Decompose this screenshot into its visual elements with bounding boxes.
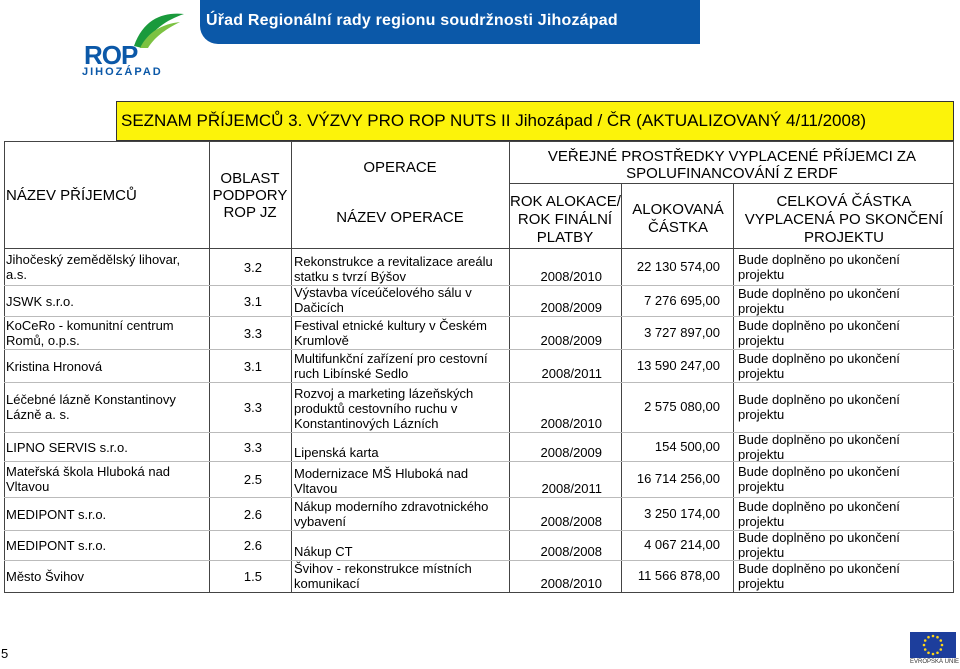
- header-recipient: NÁZEV PŘÍJEMCŮ: [6, 187, 137, 204]
- total-paid-line1: Bude doplněno po ukončení: [738, 530, 900, 545]
- header-public-funds-line1: VEŘEJNÉ PROSTŘEDKY VYPLACENÉ PŘÍJEMCI ZA: [547, 148, 917, 165]
- eu-logo: [910, 632, 960, 665]
- operation-name-line1: Nákup moderního zdravotnického: [294, 499, 489, 514]
- operation-name-line1: Festival etnické kultury v Českém: [294, 318, 487, 333]
- total-paid-line2: projektu: [738, 576, 785, 591]
- header-total-line1: CELKOVÁ ČÁSTKA: [776, 193, 912, 210]
- total-paid-line2: projektu: [738, 479, 785, 494]
- recipient-name: JSWK s.r.o.: [6, 293, 74, 309]
- recipient-name: MEDIPONT s.r.o.: [6, 506, 107, 522]
- operation-name-line1: Rekonstrukce a revitalizace areálu: [294, 254, 493, 269]
- total-paid-line1: Bude doplněno po ukončení: [738, 392, 900, 407]
- row-separator: [4, 461, 954, 462]
- recipient-name-line1: Jihočeský zemědělský lihovar,: [6, 252, 181, 267]
- table-bottom-border: [4, 592, 954, 593]
- header-bottom-border: [4, 248, 954, 249]
- header-operation-name: NÁZEV OPERACE: [336, 209, 464, 226]
- support-area: 3.3: [243, 439, 262, 455]
- header-operation: OPERACE: [363, 159, 437, 176]
- operation-name-line1: Výstavba víceúčelového sálu v: [294, 285, 472, 300]
- recipient-name: MEDIPONT s.r.o.: [6, 538, 107, 553]
- total-paid-line1: Bude doplněno po ukončení: [738, 464, 900, 479]
- support-area: 2.6: [243, 506, 262, 522]
- operation-name-line3: Konstantinových Lázních: [294, 416, 439, 431]
- header-allocated-line1: ALOKOVANÁ: [632, 201, 724, 218]
- support-area: 3.3: [243, 325, 262, 341]
- header-total-line2: VYPLACENÁ PO SKONČENÍ: [744, 211, 944, 228]
- allocated-amount: 13 590 247,00: [636, 357, 720, 373]
- recipient-name: Kristina Hronová: [6, 358, 103, 374]
- header-year-line2: ROK FINÁLNÍ: [517, 211, 613, 228]
- eu-flag-icon: [910, 632, 956, 658]
- allocated-amount: 154 500,00: [654, 438, 720, 454]
- operation-name-line1: Rozvoj a marketing lázeňských: [294, 386, 474, 401]
- recipient-name-line2: Lázně a. s.: [6, 407, 70, 422]
- allocated-amount: 4 067 214,00: [644, 537, 720, 552]
- support-area: 2.6: [243, 538, 262, 553]
- header-year-line3: PLATBY: [536, 229, 594, 246]
- col-border-allocated: [621, 183, 622, 593]
- total-paid-line1: Bude doplněno po ukončení: [738, 252, 900, 267]
- allocated-amount: 22 130 574,00: [636, 259, 720, 274]
- header-subgroup-border: [510, 183, 954, 184]
- recipient-name-line2: Romů, o.p.s.: [6, 332, 80, 348]
- recipient-name: Město Švihov: [6, 569, 85, 584]
- header-public-funds-line2: SPOLUFINANCOVÁNÍ Z ERDF: [626, 165, 838, 182]
- header-area-line3: ROP JZ: [223, 204, 277, 221]
- header-total-line3: PROJEKTU: [803, 229, 884, 246]
- support-area: 3.3: [243, 400, 262, 415]
- col-border-operation: [291, 141, 292, 593]
- allocated-amount: 3 250 174,00: [644, 505, 720, 521]
- rop-logo-subtext: JIHOZÁPAD: [82, 66, 163, 78]
- header-banner: [0, 0, 700, 88]
- support-area: 3.1: [243, 293, 262, 309]
- allocated-amount: 16 714 256,00: [636, 471, 720, 486]
- total-paid-line2: projektu: [738, 332, 785, 348]
- total-paid-line2: projektu: [738, 545, 785, 560]
- operation-name-line1: Nákup CT: [294, 544, 353, 559]
- operation-name-line1: Multifunkční zařízení pro cestovní: [294, 351, 488, 366]
- allocated-amount: 7 276 695,00: [644, 292, 720, 308]
- eu-label: EVROPSKÁ UNIE: [910, 659, 960, 665]
- rop-logo-swoosh-icon: [130, 10, 186, 50]
- header-area-line1: OBLAST: [220, 170, 280, 187]
- support-area: 1.5: [243, 569, 262, 584]
- table-top-border: [4, 141, 954, 142]
- operation-name-line1: Švihov - rekonstrukce místních: [294, 561, 472, 576]
- allocation-year: 2008/2010: [540, 576, 602, 591]
- header-area-line2: PODPORY: [212, 187, 288, 204]
- recipient-name-line2: Vltavou: [6, 479, 50, 494]
- allocated-amount: 2 575 080,00: [644, 399, 720, 414]
- rop-logo-text: ROP: [84, 40, 138, 70]
- recipients-table: [4, 141, 954, 593]
- document-title-box: [116, 101, 954, 141]
- recipient-name-line1: Mateřská škola Hluboká nad: [6, 464, 171, 479]
- operation-name-line2: komunikací: [294, 576, 360, 591]
- total-paid-line1: Bude doplněno po ukončení: [738, 561, 900, 576]
- header-allocated-line2: ČÁSTKA: [647, 219, 708, 236]
- operation-name-line2: statku s tvrzí Býšov: [294, 269, 406, 284]
- allocation-year: 2008/2011: [541, 481, 602, 496]
- allocation-year: 2008/2009: [540, 300, 602, 315]
- total-paid-line2: projektu: [738, 513, 785, 529]
- support-area: 3.1: [243, 358, 262, 374]
- allocation-year: 2008/2010: [540, 269, 602, 284]
- total-paid-line2: projektu: [738, 407, 785, 422]
- allocation-year: 2008/2010: [540, 416, 602, 431]
- operation-name-line2: vybavení: [294, 514, 347, 529]
- total-paid-line2: projektu: [738, 300, 785, 316]
- allocation-year: 2008/2008: [540, 514, 602, 529]
- operation-name-line2: Dačicích: [294, 300, 344, 315]
- total-paid-line1: Bude doplněno po ukončení: [738, 350, 900, 366]
- page-number: 5: [1, 646, 9, 661]
- total-paid-line1: Bude doplněno po ukončení: [738, 285, 900, 301]
- allocation-year: 2008/2011: [541, 366, 602, 381]
- total-paid-line1: Bude doplněno po ukončení: [738, 317, 900, 333]
- header-year-line1: ROK ALOKACE/: [510, 193, 621, 210]
- recipient-name-line2: a.s.: [6, 267, 27, 282]
- recipient-name-line1: Léčebné lázně Konstantinovy: [6, 392, 176, 407]
- total-paid-line2: projektu: [738, 446, 785, 462]
- allocation-year: 2008/2009: [540, 333, 602, 348]
- operation-name-line2: Krumlově: [294, 333, 349, 348]
- total-paid-line2: projektu: [738, 365, 785, 381]
- recipient-name: LIPNO SERVIS s.r.o.: [6, 439, 128, 455]
- operation-name-line1: Lipenská karta: [294, 445, 379, 460]
- operation-name-line2: produktů cestovního ruchu v: [294, 401, 458, 416]
- col-border-total: [733, 183, 734, 593]
- document-title: SEZNAM PŘÍJEMCŮ 3. VÝZVY PRO ROP NUTS II Jihozápad / ČR (AKTUALIZOVANÝ 4/11/2008): [121, 111, 867, 130]
- total-paid-line1: Bude doplněno po ukončení: [738, 498, 900, 514]
- allocated-amount: 3 727 897,00: [644, 324, 720, 340]
- allocation-year: 2008/2009: [540, 445, 602, 460]
- table-right-border: [953, 141, 954, 593]
- allocated-amount: 11 566 878,00: [637, 568, 720, 583]
- operation-name-line1: Modernizace MŠ Hluboká nad: [294, 466, 469, 481]
- allocation-year: 2008/2008: [540, 544, 602, 559]
- recipient-name-line1: KoCeRo - komunitní centrum: [6, 317, 174, 333]
- table-left-border: [4, 141, 5, 593]
- support-area: 3.2: [243, 260, 262, 275]
- banner-title: Úřad Regionální rady regionu soudržnosti Jihozápad: [206, 12, 618, 29]
- total-paid-line1: Bude doplněno po ukončení: [738, 431, 900, 447]
- operation-name-line2: ruch Libínské Sedlo: [294, 366, 409, 381]
- row-separator: [4, 382, 954, 383]
- support-area: 2.5: [243, 472, 262, 487]
- operation-name-line2: Vltavou: [294, 481, 338, 496]
- total-paid-line2: projektu: [738, 267, 785, 282]
